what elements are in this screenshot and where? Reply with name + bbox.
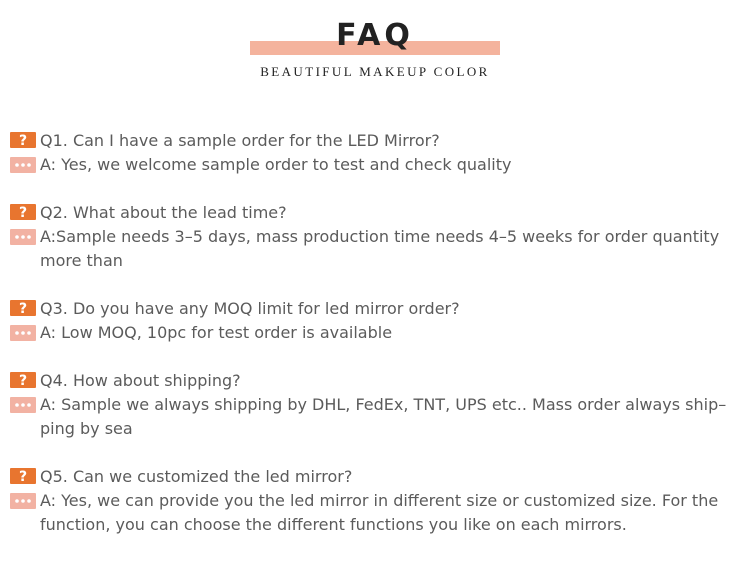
question-text: Q4. How about shipping? xyxy=(40,371,241,390)
answer-line: A: Yes, we welcome sample order to test and check quality xyxy=(40,155,512,174)
faq-item-3 xyxy=(10,297,740,345)
ellipsis-bubble-icon xyxy=(10,157,36,173)
answer-line: A:Sample needs 3–5 days, mass production time needs 4–5 weeks for order quantity xyxy=(40,227,720,246)
answer-line: A: Low MOQ, 10pc for test order is available xyxy=(40,323,393,342)
question-text: Q1. Can I have a sample order for the LED Mirror? xyxy=(40,131,440,150)
faq-question xyxy=(10,369,740,393)
faq-question xyxy=(10,297,740,321)
faq-answer xyxy=(10,153,740,177)
answer-line: A: Sample we always shipping by DHL, FedEx, TNT, UPS etc.. Mass order always ship– xyxy=(40,395,727,414)
question-bubble-icon xyxy=(10,300,36,316)
svg-text:?: ? xyxy=(18,373,28,388)
ellipsis-bubble-icon xyxy=(10,229,36,245)
answer-line: function, you can choose the different functions you like on each mirrors. xyxy=(40,515,627,534)
faq-item-1 xyxy=(10,129,740,177)
svg-text:?: ? xyxy=(18,133,28,148)
faq-answer xyxy=(10,321,740,345)
question-bubble-icon xyxy=(10,372,36,388)
question-text: Q2. What about the lead time? xyxy=(40,203,287,222)
question-text: Q5. Can we customized the led mirror? xyxy=(40,467,353,486)
faq-header xyxy=(0,0,750,90)
faq-item-4 xyxy=(10,369,740,441)
page-title: FAQ xyxy=(336,18,414,53)
svg-text:?: ? xyxy=(18,469,28,484)
answer-line: ping by sea xyxy=(40,419,133,438)
question-bubble-icon xyxy=(10,132,36,148)
answer-line: A: Yes, we can provide you the led mirror in different size or customized size. For the xyxy=(40,491,719,510)
answer-line: more than xyxy=(40,251,123,270)
faq-question xyxy=(10,129,740,153)
faq-question xyxy=(10,465,740,489)
ellipsis-bubble-icon xyxy=(10,493,36,509)
question-bubble-icon xyxy=(10,204,36,220)
faq-question xyxy=(10,201,740,225)
faq-answer xyxy=(10,489,740,537)
ellipsis-bubble-icon xyxy=(10,397,36,413)
question-text: Q3. Do you have any MOQ limit for led mirror order? xyxy=(40,299,460,318)
svg-text:?: ? xyxy=(18,301,28,316)
question-bubble-icon xyxy=(10,468,36,484)
faq-answer xyxy=(10,225,740,273)
faq-item-5 xyxy=(10,465,740,537)
svg-text:?: ? xyxy=(18,205,28,220)
faq-answer xyxy=(10,393,740,441)
faq-item-2 xyxy=(10,201,740,273)
page-subtitle: BEAUTIFUL MAKEUP COLOR xyxy=(260,64,490,79)
ellipsis-bubble-icon xyxy=(10,325,36,341)
